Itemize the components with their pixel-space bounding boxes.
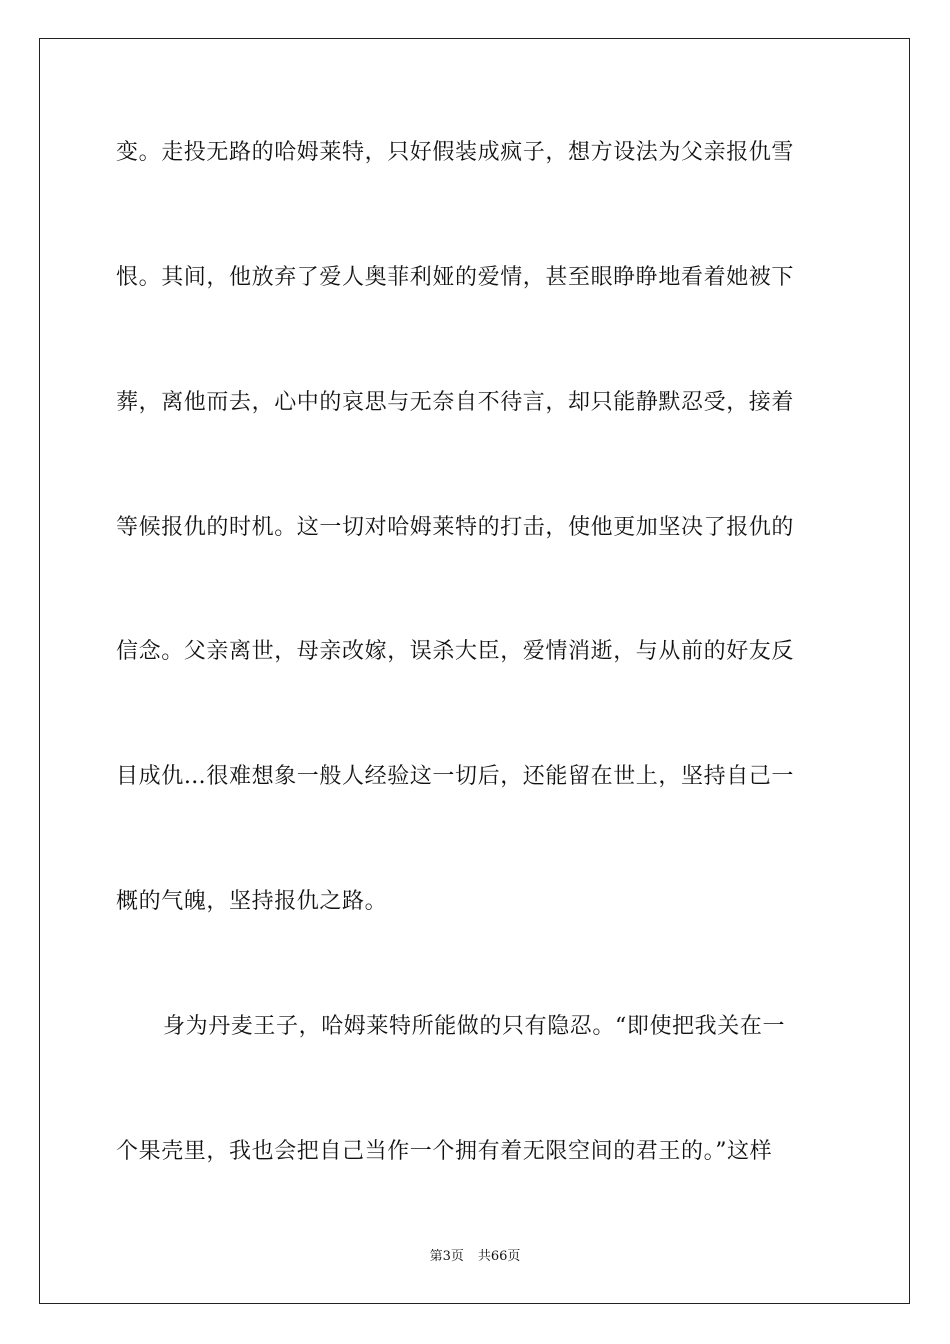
text-line: 葬，离他而去，心中的哀思与无奈自不待言，却只能静默忍受，接着 bbox=[116, 390, 795, 415]
page-border bbox=[39, 38, 910, 1304]
total-pages: 共66页 bbox=[477, 1249, 521, 1264]
text-line: 等候报仇的时机。这一切对哈姆莱特的打击，使他更加坚决了报仇的 bbox=[116, 515, 795, 540]
text-line: 变。走投无路的哈姆莱特，只好假装成疯子，想方设法为父亲报仇雪 bbox=[116, 140, 795, 165]
page-footer bbox=[0, 1248, 950, 1266]
text-line: 恨。其间，他放弃了爱人奥菲利娅的爱情，甚至眼睁睁地看着她被下 bbox=[116, 265, 795, 290]
text-line: 个果壳里，我也会把自己当作一个拥有着无限空间的君王的。”这样 bbox=[116, 1139, 773, 1164]
page-number: 第3页 bbox=[429, 1249, 464, 1264]
text-line: 信念。父亲离世，母亲改嫁，误杀大臣，爱情消逝，与从前的好友反 bbox=[116, 639, 795, 664]
text-line: 目成仇…很难想象一般人经验这一切后，还能留在世上，坚持自己一 bbox=[116, 764, 795, 789]
text-line: 概的气魄，坚持报仇之路。 bbox=[116, 889, 388, 914]
text-line-indented: 身为丹麦王子，哈姆莱特所能做的只有隐忍。“即使把我关在一 bbox=[163, 1014, 786, 1039]
